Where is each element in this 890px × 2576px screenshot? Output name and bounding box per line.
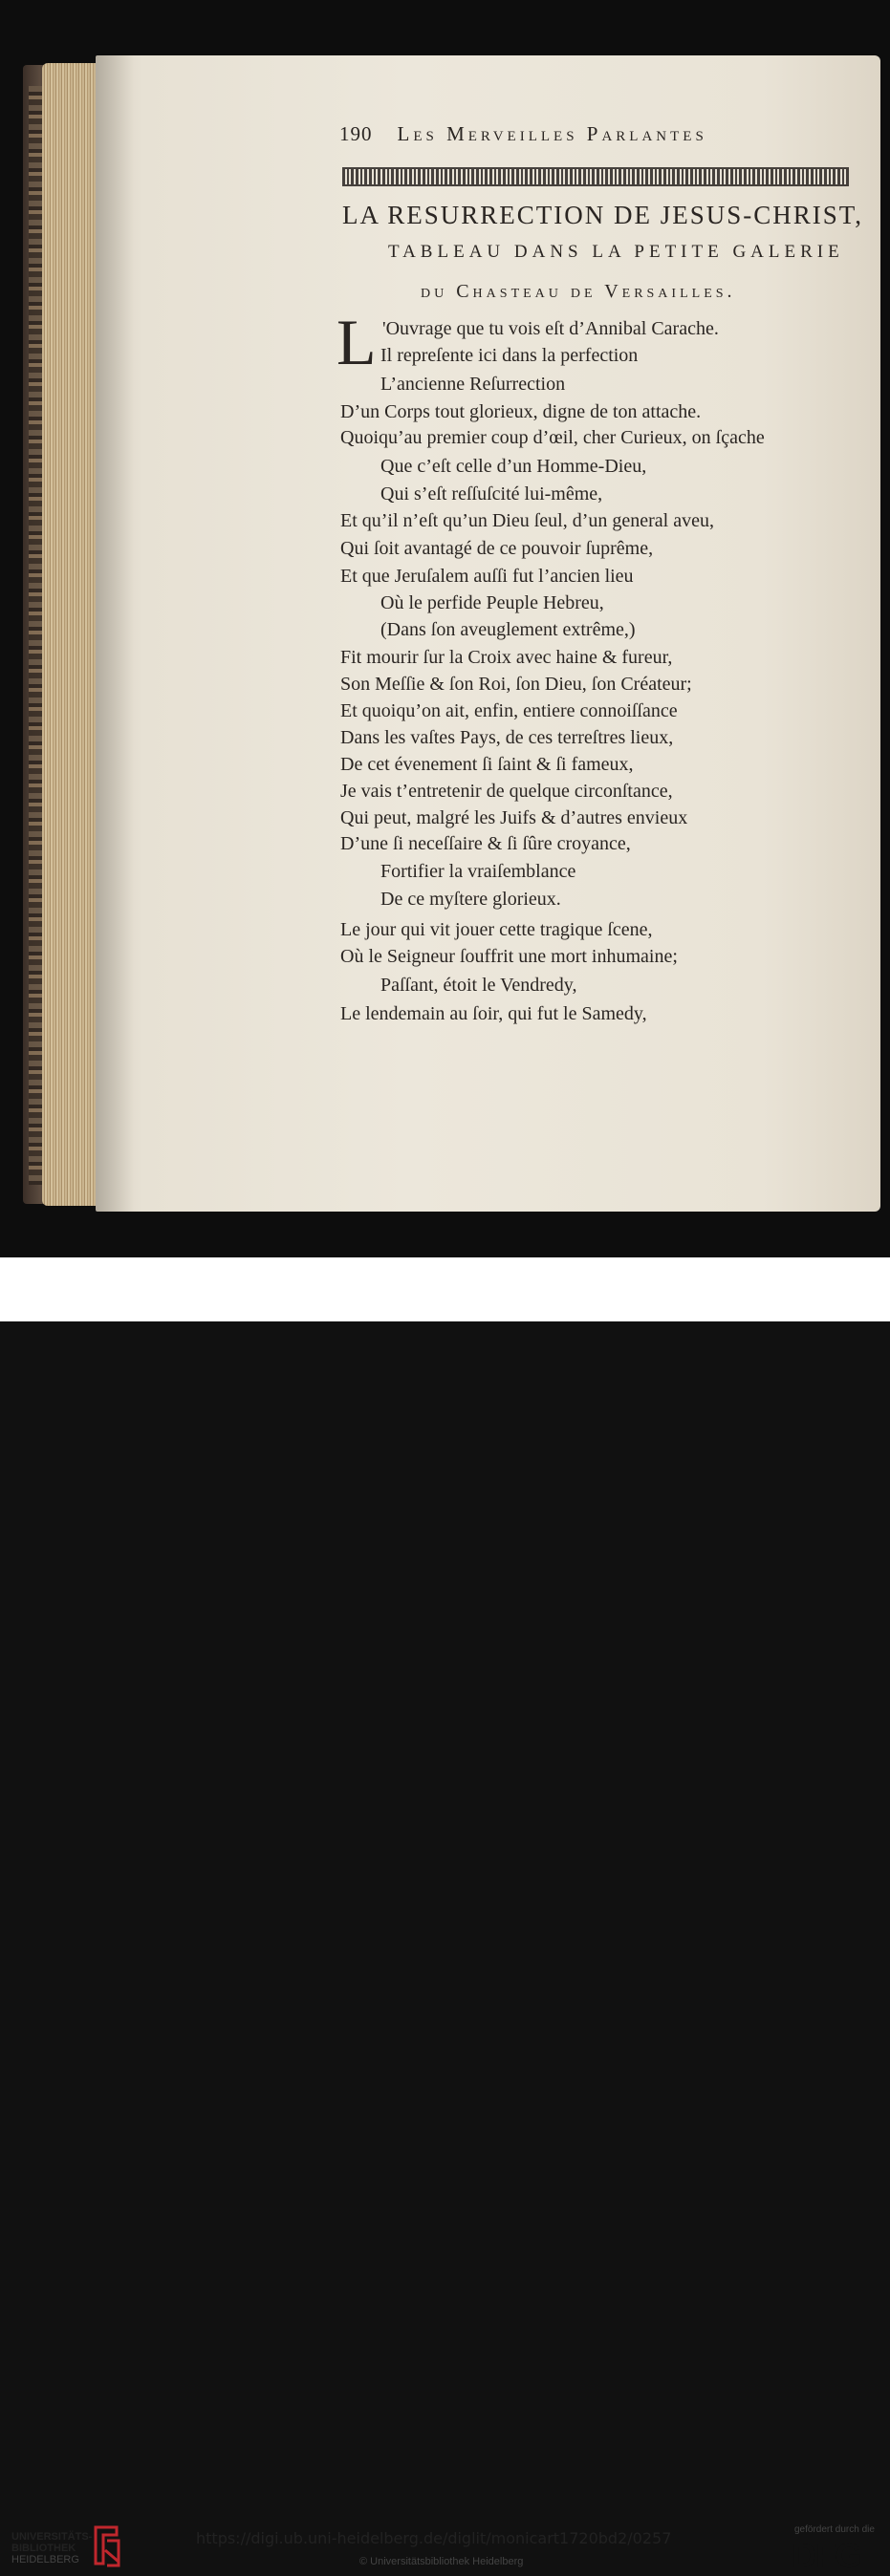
poem-line: Il repreſente ici dans la perfection [380, 345, 639, 366]
poem-line: Où le perfide Peuple Hebreu, [380, 592, 604, 613]
poem-line: D’une ſi neceſſaire & ſi ſûre croyance, [340, 833, 631, 854]
poem-line: Qui peut, malgré les Juifs & d’autres envieux [340, 807, 688, 828]
poem-line: Le lendemain au ſoir, qui fut le Samedy, [340, 1003, 647, 1024]
library-logo-icon [92, 2523, 122, 2567]
poem-line: Fortifier la vraiſemblance [380, 861, 576, 882]
poem-line: Qui ſoit avantagé de ce pouvoir ſuprême, [340, 538, 654, 559]
poem-line: Et qu’il n’eſt qu’un Dieu ſeul, d’un general aveu, [340, 510, 714, 531]
dfg-logo: DFG [792, 2536, 861, 2575]
poem-line: Où le Seigneur ſouffrit une mort inhumaine; [340, 946, 678, 967]
poem-line: Et quoiqu’on ait, enfin, entiere connoiſſance [340, 700, 678, 721]
page-title: LA RESURRECTION DE JESUS-CHRIST, [342, 201, 864, 229]
poem-line: Dans les vaſtes Pays, de ces terreſtres lieux, [340, 727, 674, 748]
poem-line: L’ancienne Reſurrection [380, 374, 566, 395]
subtitle-line-2: du Chasteau de Versailles. [421, 281, 736, 302]
page-edges [42, 63, 99, 1206]
library-logo-text [11, 2531, 92, 2565]
ornamental-band [342, 167, 849, 186]
subtitle-line-1: TABLEAU DANS LA PETITE GALERIE [388, 242, 844, 262]
running-head [339, 122, 707, 146]
poem-line: Et que Jeruſalem auſſi fut l’ancien lieu [340, 566, 634, 587]
logo-line-2: BIBLIOTHEK [11, 2543, 76, 2554]
poem-line: Fit mourir ſur la Croix avec haine & fureur, [340, 647, 673, 668]
poem-line: Le jour qui vit jouer cette tragique ſcene, [340, 919, 653, 940]
poem-line: Son Meſſie & ſon Roi, ſon Dieu, ſon Créateur; [340, 674, 692, 695]
page-url[interactable]: https://digi.ub.uni-heidelberg.de/diglit/monicart1720bd2/0257 [196, 2529, 672, 2547]
poem-line: Paſſant, étoit le Vendredy, [380, 975, 577, 996]
viewer-footer [0, 1257, 890, 2575]
page-number: 190 [339, 122, 373, 145]
poem-line: Qui s’eſt reſſuſcité lui-même, [380, 483, 603, 504]
poem-line: 'Ouvrage que tu vois eſt d’Annibal Carache. [382, 318, 719, 339]
running-head-title: Les Merveilles Parlantes [397, 122, 707, 145]
poem-line: D’un Corps tout glorieux, digne de ton attache. [340, 401, 702, 422]
poem-line: Que c’eſt celle d’un Homme-Dieu, [380, 456, 647, 477]
copyright-notice: © Universitätsbibliothek Heidelberg [359, 2556, 524, 2567]
funded-by-label: gefördert durch die [794, 2524, 875, 2535]
poem-line: De cet évenement ſi ſaint & ſi fameux, [340, 754, 634, 775]
poem-line: Quoiqu’au premier coup d’œil, cher Curieux, on ſçache [340, 427, 765, 448]
poem-line: De ce myſtere glorieux. [380, 889, 561, 910]
scan-image [0, 0, 890, 1257]
logo-line-1: UNIVERSITÄTS- [11, 2531, 93, 2543]
logo-line-3: HEIDELBERG [11, 2554, 79, 2565]
page-gutter-shadow [96, 55, 134, 1212]
drop-cap: L [336, 306, 377, 378]
poem-line: (Dans ſon aveuglement extrême,) [380, 619, 636, 640]
poem-line: Je vais t’entretenir de quelque circonſtance, [340, 781, 673, 802]
